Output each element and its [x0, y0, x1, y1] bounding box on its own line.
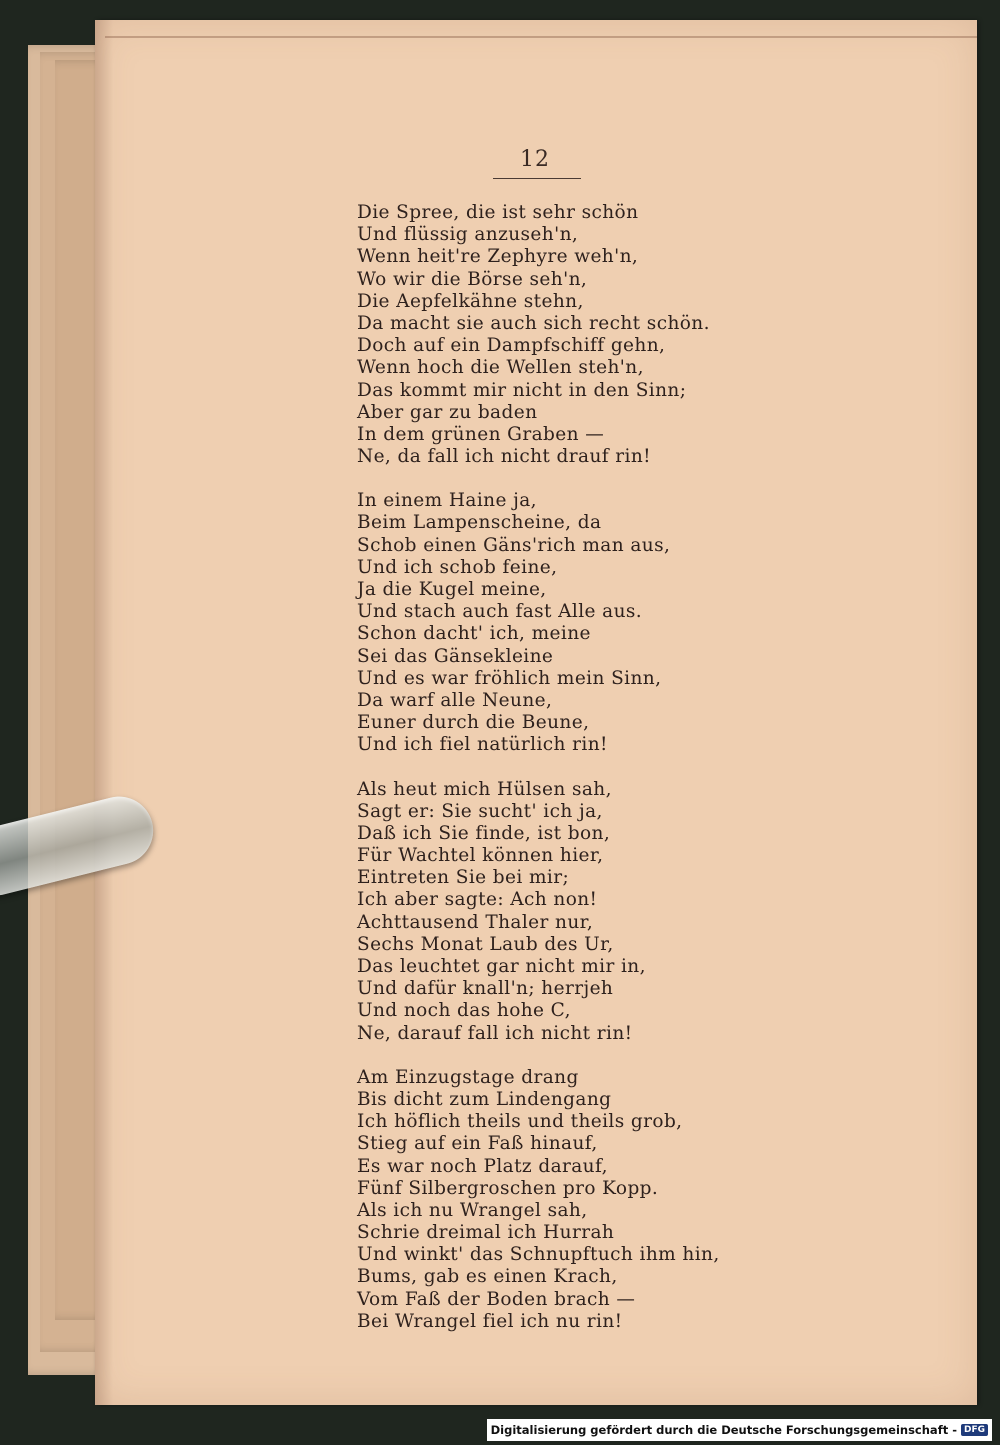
poem-line: Bei Wrangel fiel ich nu rin!	[357, 1310, 623, 1332]
poem-line: Fünf Silbergroschen pro Kopp.	[357, 1177, 659, 1199]
poem-line: Wenn heit're Zephyre weh'n,	[357, 246, 639, 268]
poem-line: Ne, da fall ich nicht drauf rin!	[357, 446, 652, 468]
poem-line: Aber gar zu baden	[357, 401, 538, 423]
poem-line: Es war noch Platz darauf,	[357, 1155, 608, 1177]
poem-line: In einem Haine ja,	[357, 490, 537, 512]
poem-line: Bums, gab es einen Krach,	[357, 1266, 618, 1288]
poem-line: Als heut mich Hülsen sah,	[357, 778, 612, 800]
poem-line: Die Aepfelkähne stehn,	[357, 290, 584, 312]
poem-line: Und dafür knall'n; herrjeh	[357, 978, 614, 1000]
poem-line: Schon dacht' ich, meine	[357, 623, 591, 645]
poem-line: Und winkt' das Schnupftuch ihm hin,	[357, 1244, 720, 1266]
stanza	[357, 202, 877, 468]
poem-line: Ne, darauf fall ich nicht rin!	[357, 1022, 633, 1044]
poem-line: Sei das Gänsekleine	[357, 645, 554, 667]
poem-line: Und ich schob feine,	[357, 556, 558, 578]
poem-line: Für Wachtel können hier,	[357, 845, 604, 867]
poem-text	[357, 202, 877, 1355]
poem-line: Vom Faß der Boden brach —	[357, 1288, 636, 1310]
poem-line: Doch auf ein Dampfschiff gehn,	[357, 335, 666, 357]
poem-line: Schrie dreimal ich Hurrah	[357, 1222, 615, 1244]
page-number: 12	[520, 147, 550, 172]
poem-line: Stieg auf ein Faß hinauf,	[357, 1133, 598, 1155]
poem-line: Wenn hoch die Wellen steh'n,	[357, 357, 644, 379]
poem-line: Beim Lampenscheine, da	[357, 512, 602, 534]
poem-line: Wo wir die Börse seh'n,	[357, 268, 588, 290]
dfg-logo-icon: DFG	[961, 1424, 988, 1436]
poem-line: Schob einen Gäns'rich man aus,	[357, 534, 671, 556]
poem-line: Die Spree, die ist sehr schön	[357, 202, 639, 223]
poem-line: In dem grünen Graben —	[357, 423, 605, 445]
poem-line: Am Einzugstage drang	[357, 1066, 579, 1088]
poem-line: Und flüssig anzuseh'n,	[357, 224, 579, 246]
stanza	[357, 779, 877, 1045]
poem-line: Und noch das hohe C,	[357, 1000, 571, 1022]
poem-line: Und es war fröhlich mein Sinn,	[357, 667, 662, 689]
header-rule	[493, 178, 581, 179]
footer-credit: Digitalisierung gefördert durch die Deutsche Forschungsgemeinschaft -	[490, 1423, 957, 1437]
poem-line: Und stach auch fast Alle aus.	[357, 601, 643, 623]
poem-line: Eintreten Sie bei mir;	[357, 867, 570, 889]
poem-line: Da warf alle Neune,	[357, 689, 553, 711]
poem-line: Das kommt mir nicht in den Sinn;	[357, 379, 687, 401]
stanza	[357, 490, 877, 756]
stanza	[357, 1067, 877, 1333]
poem-line: Ja die Kugel meine,	[357, 579, 547, 600]
poem-line: Sechs Monat Laub des Ur,	[357, 933, 614, 955]
poem-line: Euner durch die Beune,	[357, 712, 590, 734]
poem-line: Sagt er: Sie sucht' ich ja,	[357, 800, 603, 822]
poem-line: Und ich fiel natürlich rin!	[357, 734, 608, 756]
book-page	[95, 20, 977, 1405]
poem-line: Achttausend Thaler nur,	[357, 911, 594, 933]
poem-line: Als ich nu Wrangel sah,	[357, 1199, 588, 1221]
poem-line: Bis dicht zum Lindengang	[357, 1088, 612, 1110]
poem-line: Da macht sie auch sich recht schön.	[357, 312, 710, 334]
poem-line: Das leuchtet gar nicht mir in,	[357, 956, 646, 977]
poem-line: Daß ich Sie finde, ist bon,	[357, 822, 611, 844]
digitization-footer	[487, 1419, 992, 1441]
poem-line: Ich aber sagte: Ach non!	[357, 889, 598, 911]
poem-line: Ich höflich theils und theils grob,	[357, 1111, 683, 1133]
